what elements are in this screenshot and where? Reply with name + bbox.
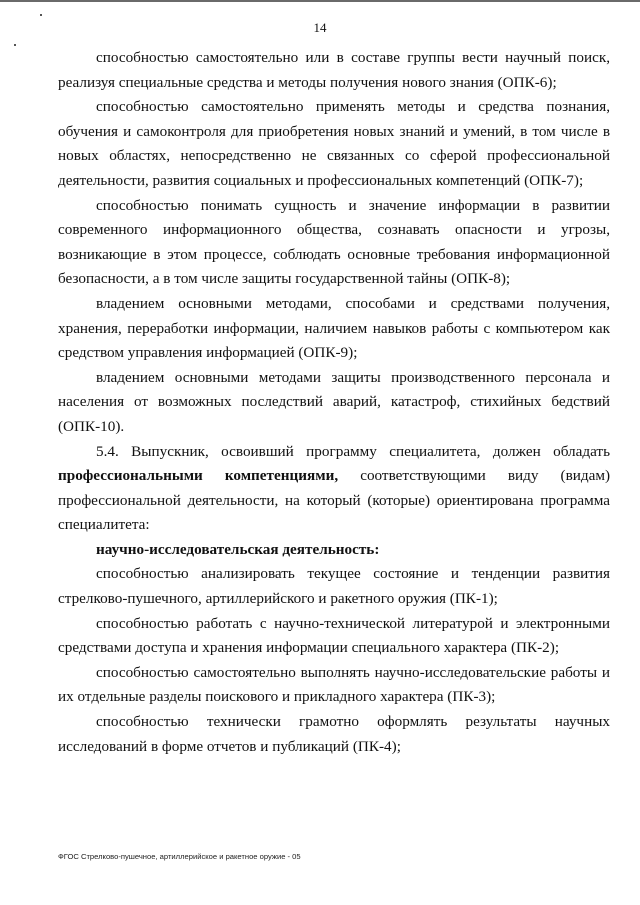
section-heading: научно-исследовательская деятельность: xyxy=(96,540,380,558)
scan-speck xyxy=(40,14,42,16)
section-5-4-lead: 5.4. Выпускник, освоивший программу специалитета, должен обладать xyxy=(96,442,610,460)
paragraph-opk-7: способностью самостоятельно применять методы и средства познания, обучения и самоконтроля для приобретения новых знаний и умений, в том числе в новых областях, непосредственно не связанных со сферой профессиональной деятельности, развития социальных и профессиональных компетенций (ОПК-7); xyxy=(58,98,610,189)
paragraph-pk-2: способностью работать с научно-технической литературой и электронными средствами доступа и хранения информации специального характера (ПК-2); xyxy=(58,614,610,657)
paragraph-opk-9: владением основными методами, способами и средствами получения, хранения, переработки информации, наличием навыков работы с компьютером как средством управления информацией (ОПК-9); xyxy=(58,294,610,362)
paragraph-pk-4: способностью технически грамотно оформлять результаты научных исследований в форме отчетов и публикаций (ПК-4); xyxy=(58,713,610,755)
page-number: 14 xyxy=(313,20,327,35)
section-5-4-rest: соответствующими виду (видам) профессиональной деятельности, на который (которые) ориентирована программа специалитета: xyxy=(58,467,611,534)
paragraph-section-5-4 xyxy=(58,440,610,538)
paragraph-opk-10: владением основными методами защиты производственного персонала и населения от возможных последствий аварий, катастроф, стихийных бедствий (ОПК-10). xyxy=(58,368,610,435)
scan-top-border xyxy=(0,0,640,2)
document-body xyxy=(58,46,610,759)
page-footer: ФГОС Стрелково-пушечное, артиллерийское и ракетное оружие - 05 xyxy=(58,852,301,861)
paragraph-pk-3: способностью самостоятельно выполнять научно-исследовательские работы и их отдельные разделы поискового и прикладного характера (ПК-3); xyxy=(58,663,610,706)
paragraph-opk-8: способностью понимать сущность и значение информации в развитии современного информационного общества, сознавать опасности и угрозы, возникающие в этом процессе, соблюдать основные требования информационной безопасности, а в том числе защиты государственной тайны (ОПК-8); xyxy=(58,196,610,288)
paragraph-pk-1: способностью анализировать текущее состояние и тенденции развития стрелково-пушечного, артиллерийского и ракетного оружия (ПК-1); xyxy=(58,565,610,608)
scan-speck xyxy=(14,44,16,46)
paragraph-opk-6: способностью самостоятельно или в составе группы вести научный поиск, реализуя специальные средства и методы получения нового знания (ОПК-6); xyxy=(58,49,610,91)
section-5-4-bold-term: профессиональными компетенциями, xyxy=(58,467,339,485)
